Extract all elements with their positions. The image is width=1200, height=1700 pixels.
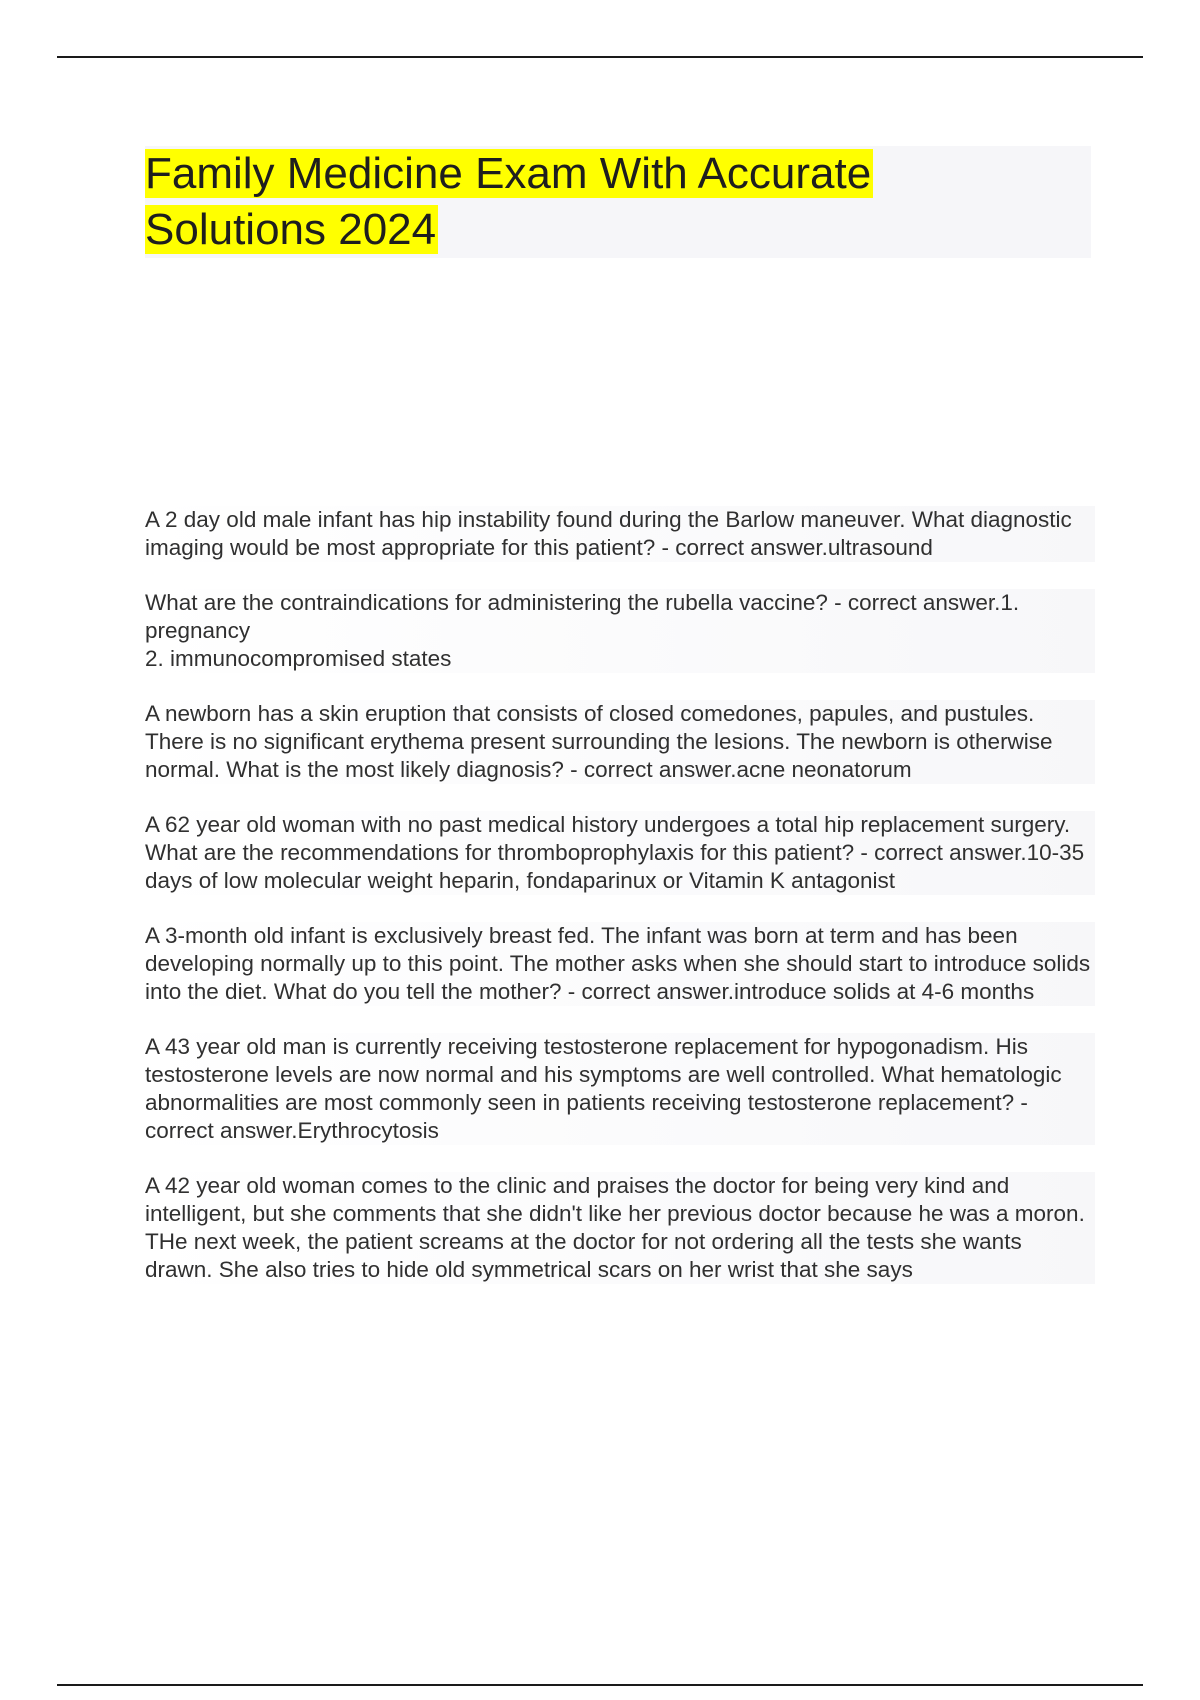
top-rule [57,56,1143,58]
bottom-rule [57,1684,1143,1686]
question-item-3: A newborn has a skin eruption that consists of closed comedones, papules, and pustules. There is no significant erythema present surrounding the lesions. The newborn is otherwise normal. What is the most likely diagnosis? - correct answer.acne neonatorum [145,700,1095,784]
question-item-2: What are the contraindications for administering the rubella vaccine? - correct answer.1. pregnancy 2. immunocompromised states [145,589,1095,673]
question-item-4: A 62 year old woman with no past medical history undergoes a total hip replacement surgery. What are the recommendations for thromboprophylaxis for this patient? - correct answer.10-35 days of low molecular weight heparin, fondaparinux or Vitamin K antagonist [145,811,1095,895]
question-list [145,506,1095,1311]
question-item-1: A 2 day old male infant has hip instability found during the Barlow maneuver. What diagnostic imaging would be most appropriate for this patient? - correct answer.ultrasound [145,506,1095,562]
document-title [145,146,965,258]
title-highlight: Family Medicine Exam With Accurate Solutions 2024 [145,149,872,254]
question-item-5: A 3-month old infant is exclusively breast fed. The infant was born at term and has been developing normally up to this point. The mother asks when she should start to introduce solids into the diet. What do you tell the mother? - correct answer.introduce solids at 4-6 months [145,922,1095,1006]
question-item-7: A 42 year old woman comes to the clinic and praises the doctor for being very kind and intelligent, but she comments that she didn't like her previous doctor because he was a moron. THe next week, the patient screams at the doctor for not ordering all the tests she wants drawn. She also tries to hide old symmetrical scars on her wrist that she says [145,1172,1095,1284]
question-item-6: A 43 year old man is currently receiving testosterone replacement for hypogonadism. His testosterone levels are now normal and his symptoms are well controlled. What hematologic abnormalities are most commonly seen in patients receiving testosterone replacement? - correct answer.Erythrocytosis [145,1033,1095,1145]
title-block [145,146,1091,258]
